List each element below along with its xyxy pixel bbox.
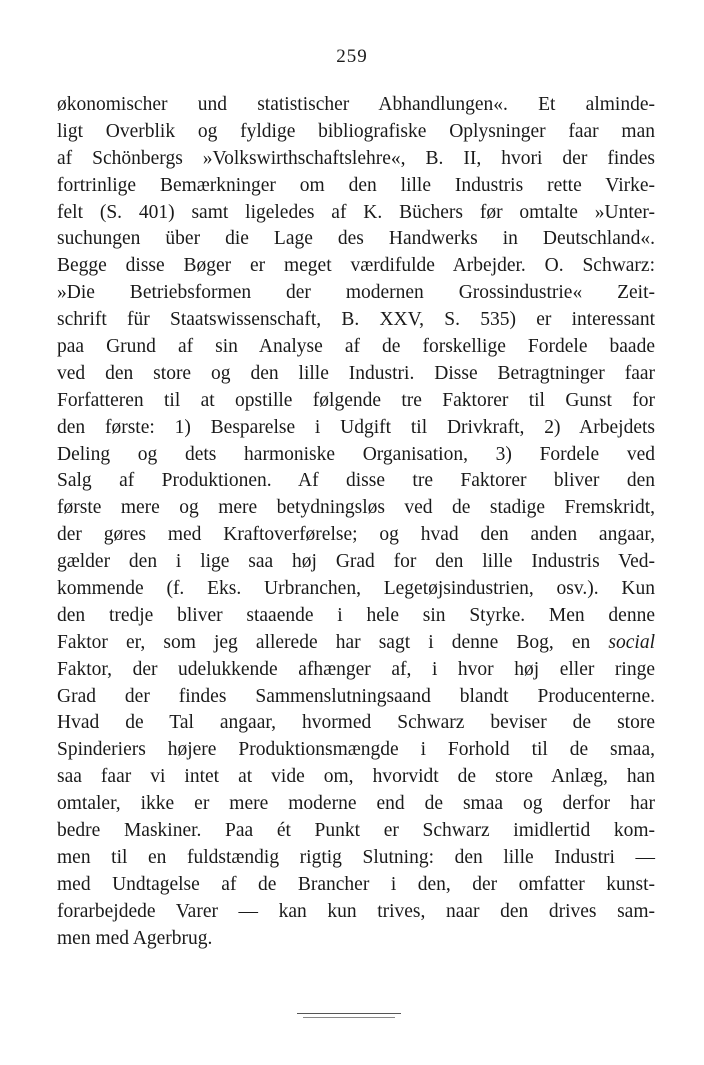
text-line: den tredje bliver staaende i hele sin Styrke. Men denne [57,604,655,626]
text-line: suchungen über die Lage des Handwerks in Deutschland«. [57,228,655,250]
text-line: Forfatteren til at opstille følgende tre Faktorer til Gunst for [57,389,655,411]
text-line: af Schönbergs »Volkswirthschaftslehre«, B. II, hvori der findes [57,147,655,169]
text-line: Salg af Produktionen. Af disse tre Faktorer bliver den [57,470,655,492]
text-line: økonomischer und statistischer Abhandlungen«. Et alminde- [57,94,655,115]
text-line: Deling og dets harmoniske Organisation, 3) Fordele ved [57,443,655,465]
text-line [57,630,655,657]
end-rule-divider [297,1013,401,1014]
text-line: Spinderiers højere Produktionsmængde i Forhold til de smaa, [57,739,655,761]
text-line: bedre Maskiner. Paa ét Punkt er Schwarz imidlertid kom- [57,820,655,842]
text-line: første mere og mere betydningsløs ved de stadige Fremskridt, [57,497,655,519]
text-segment: Faktor er, som jeg allerede har sagt i denne Bog, en [57,631,609,653]
body-text [57,92,655,953]
text-line: fortrinlige Bemærkninger om den lille Industris rette Virke- [57,174,655,196]
page-number: 259 [336,46,368,67]
text-line: Grad der findes Sammenslutningsaand blandt Producenterne. [57,685,655,707]
text-line: Faktor, der udelukkende afhænger af, i hvor høj eller ringe [57,658,655,680]
text-line: omtaler, ikke er mere moderne end de smaa og derfor har [57,793,655,815]
text-line: men til en fuldstændig rigtig Slutning: den lille Industri — [57,846,655,868]
text-line: ligt Overblik og fyldige bibliografiske Oplysninger faar man [57,120,655,142]
text-line: saa faar vi intet at vide om, hvorvidt de store Anlæg, han [57,766,655,788]
text-line: forarbejdede Varer — kan kun trives, naar den drives sam- [57,900,655,922]
text-line: paa Grund af sin Analyse af de forskellige Fordele baade [57,336,655,358]
text-line: schrift für Staatswissenschaft, B. XXV, S. 535) er interessant [57,309,655,331]
text-line: felt (S. 401) samt ligeledes af K. Büchers før omtalte »Unter- [57,201,655,223]
text-line: »Die Betriebsformen der modernen Grossindustrie« Zeit- [57,282,655,304]
text-line: den første: 1) Besparelse i Udgift til Drivkraft, 2) Arbejdets [57,416,655,438]
text-line: kommende (f. Eks. Urbranchen, Legetøjsindustrien, osv.). Kun [57,578,655,600]
italic-word: social [608,631,655,653]
text-line: gælder den i lige saa høj Grad for den lille Industris Ved- [57,551,655,573]
text-line: men med Agerbrug. [57,927,213,949]
text-line: Begge disse Bøger er meget værdifulde Arbejder. O. Schwarz: [57,255,655,277]
text-line: der gøres med Kraftoverførelse; og hvad den anden angaar, [57,524,655,546]
text-line: Hvad de Tal angaar, hvormed Schwarz beviser de store [57,712,655,734]
text-line: ved den store og den lille Industri. Disse Betragtninger faar [57,362,655,384]
text-line: med Undtagelse af de Brancher i den, der omfatter kunst- [57,873,655,895]
